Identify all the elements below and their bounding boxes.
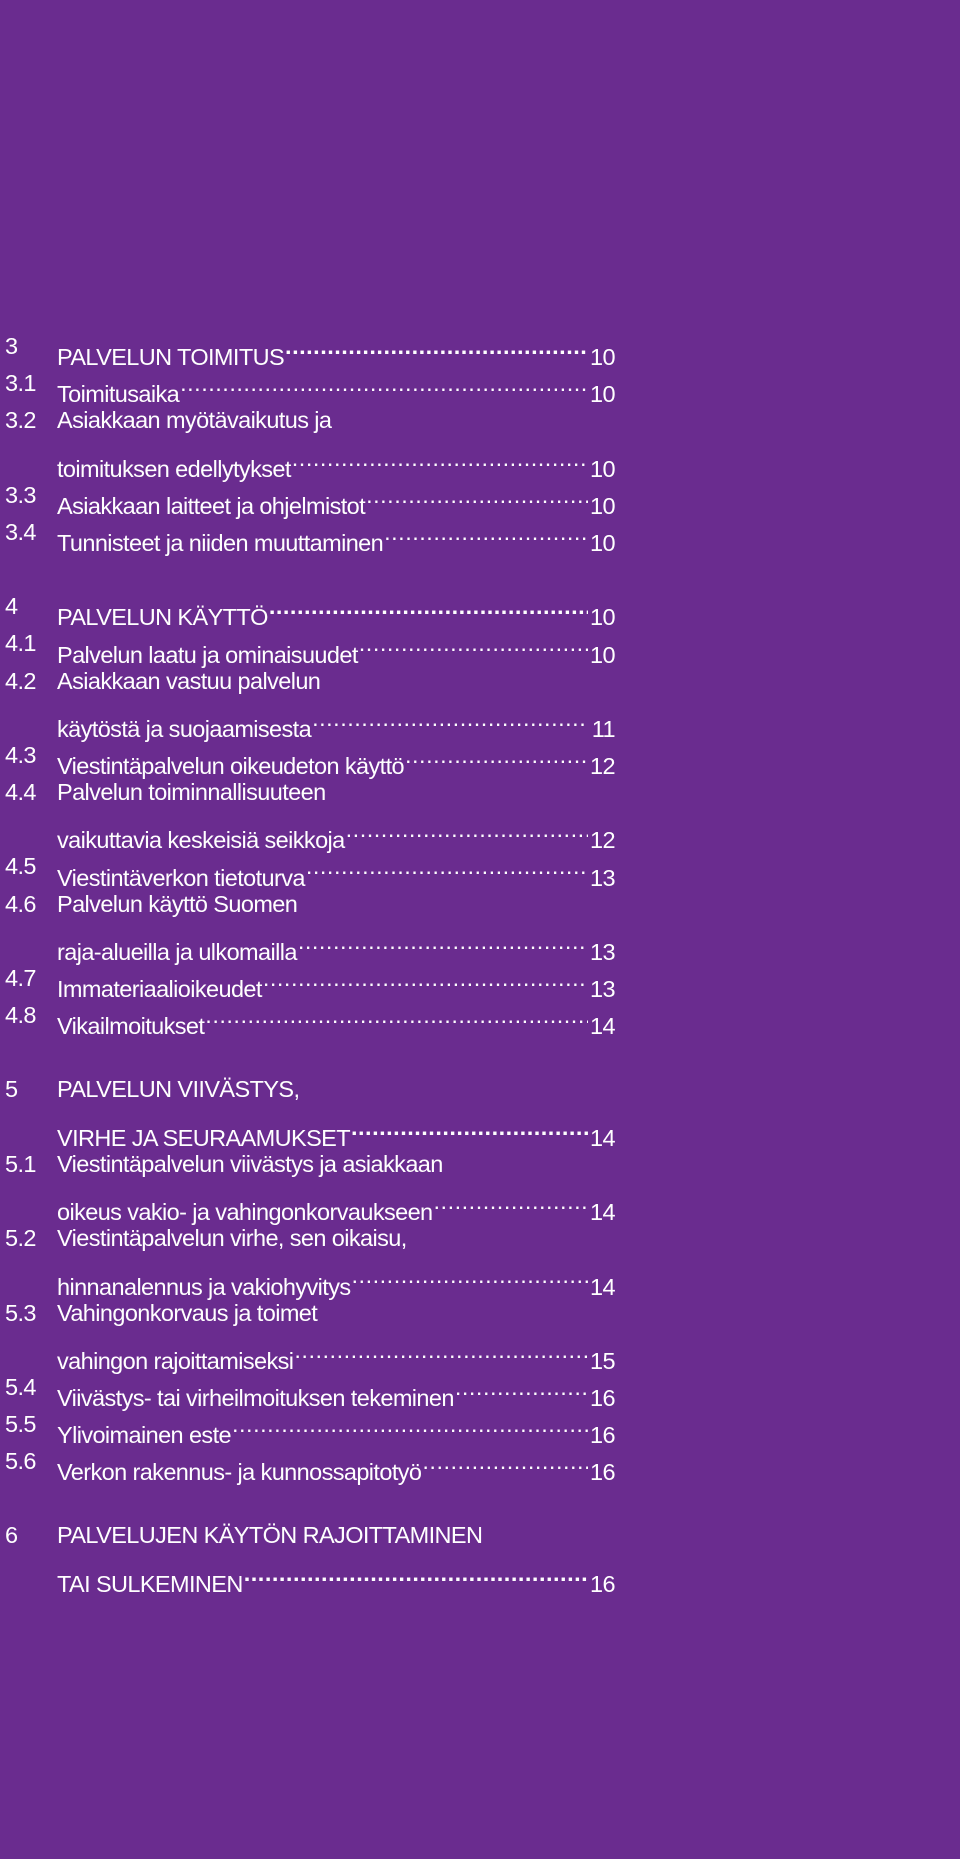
toc-entry-number: 3.1 <box>5 370 36 397</box>
toc-entry-title: PALVELUN TOIMITUS <box>57 344 285 371</box>
toc-entry-number: 3.3 <box>5 481 36 508</box>
toc-entry-line <box>5 440 615 482</box>
dot-leader <box>306 848 588 885</box>
toc-entry[interactable] <box>5 1295 615 1374</box>
toc-page-number: 13 <box>590 976 615 1003</box>
toc-entry-title: Viestintäverkon tietoturva <box>57 864 305 891</box>
toc-entry-number: 4.4 <box>5 779 36 806</box>
toc-entry[interactable] <box>5 737 615 780</box>
dot-leader <box>352 1257 588 1294</box>
toc-page-number: 12 <box>590 753 615 780</box>
toc-entry-title: hinnanalennus ja vakiohyvitys <box>57 1273 351 1300</box>
toc-entry-line <box>5 1443 615 1486</box>
dot-leader <box>366 477 588 514</box>
toc-page-number: 10 <box>590 455 615 482</box>
toc-page-number: 10 <box>590 641 615 668</box>
toc-entry[interactable] <box>5 848 615 891</box>
toc-entry-title: Viestintäpalvelun virhe, sen oikaisu, <box>57 1225 407 1252</box>
toc-entry-title: PALVELUN KÄYTTÖ <box>57 604 268 631</box>
toc-entry-line <box>5 737 615 780</box>
toc-entry-number: 4.7 <box>5 965 36 991</box>
toc-entry-title: Viivästys- tai virheilmoituksen tekeminen <box>57 1385 454 1412</box>
dot-leader <box>269 588 588 625</box>
toc-entry[interactable] <box>5 886 615 965</box>
toc-entry[interactable] <box>5 663 615 742</box>
toc-entry-number: 5.5 <box>5 1411 36 1438</box>
dot-leader <box>312 700 588 737</box>
toc-entry-title: Toimitusaika <box>57 381 180 408</box>
dot-leader <box>205 997 588 1034</box>
toc-entry-title: vahingon rajoittamiseksi <box>57 1347 294 1374</box>
dot-leader <box>351 1109 588 1146</box>
toc-entry-number: 4.8 <box>5 1002 36 1029</box>
toc-chapter-heading[interactable] <box>5 588 615 631</box>
toc-entry-line <box>5 700 615 742</box>
toc-chapter-heading[interactable] <box>5 1071 615 1151</box>
dot-leader <box>434 1183 588 1220</box>
toc-entry-title: Ylivoimainen este <box>57 1422 231 1449</box>
toc-entry[interactable] <box>5 1406 615 1449</box>
toc-entry-title: Asiakkaan laitteet ja ohjelmistot <box>57 492 366 519</box>
toc-entry-line <box>5 328 615 371</box>
toc-entry-line <box>5 1517 615 1554</box>
toc-entry-title: Palvelun toiminnallisuuteen <box>57 779 326 806</box>
toc-page-number: 11 <box>591 715 615 742</box>
toc-page-number: 13 <box>590 864 615 891</box>
toc-entry[interactable] <box>5 1220 615 1300</box>
toc-entry-title: PALVELUN VIIVÄSTYS, <box>57 1076 300 1103</box>
toc-entry-number: 4.1 <box>5 630 36 657</box>
toc-entry-title: käytöstä ja suojaamisesta <box>57 715 312 742</box>
toc-entry-title: Viestintäpalvelun viivästys ja asiakkaan <box>57 1150 443 1177</box>
toc-entry-number: 4.2 <box>5 667 36 694</box>
dot-leader <box>244 1555 588 1592</box>
toc-entry-line <box>5 774 615 811</box>
toc-entry-title: Tunnisteet ja niiden muuttaminen <box>57 530 384 557</box>
toc-page-number: 12 <box>590 827 615 854</box>
toc-entry-title: vaikuttavia keskeisiä seikkoja <box>57 827 345 854</box>
toc-entry-title: Viestintäpalvelun oikeudeton käyttö <box>57 753 404 780</box>
toc-page-number: 14 <box>590 1199 615 1226</box>
toc-section <box>5 1071 615 1486</box>
dot-leader <box>405 737 588 774</box>
toc-page-number: 14 <box>590 1273 615 1300</box>
toc-entry-line <box>5 1295 615 1332</box>
toc-entry-title: Verkon rakennus- ja kunnossapitotyö <box>57 1459 422 1486</box>
dot-leader <box>346 811 588 848</box>
toc-entry-line <box>5 1555 615 1597</box>
toc-entry-title: toimituksen edellytykset <box>57 455 291 482</box>
toc-entry-line <box>5 923 615 965</box>
toc-page-number: 13 <box>590 939 615 965</box>
toc-entry-title: oikeus vakio- ja vahingonkorvaukseen <box>57 1199 433 1226</box>
toc-chapter-heading[interactable] <box>5 1517 615 1597</box>
toc-entry-number: 4 <box>5 593 18 620</box>
dot-leader <box>285 328 588 365</box>
toc-entry-line <box>5 886 615 923</box>
dot-leader <box>384 514 588 551</box>
table-of-contents <box>5 328 615 1629</box>
toc-entry-number: 3.4 <box>5 518 36 545</box>
dot-leader <box>422 1443 588 1480</box>
toc-entry-line <box>5 663 615 700</box>
toc-entry-number: 6 <box>5 1522 18 1549</box>
toc-entry[interactable] <box>5 477 615 519</box>
toc-page-number: 10 <box>590 530 615 557</box>
toc-entry-number: 3.2 <box>5 407 36 434</box>
toc-entry-number: 5.2 <box>5 1225 36 1252</box>
toc-page-number: 10 <box>590 381 615 408</box>
toc-entry[interactable] <box>5 1443 615 1486</box>
toc-entry-number: 5.3 <box>5 1299 36 1326</box>
toc-entry-line <box>5 514 615 557</box>
dot-leader <box>455 1369 588 1406</box>
toc-section <box>5 588 615 1040</box>
toc-entry-line <box>5 1369 615 1412</box>
dot-leader <box>232 1406 588 1443</box>
toc-entry-number: 5.1 <box>5 1150 36 1177</box>
toc-entry-line <box>5 1406 615 1449</box>
toc-page-number: 14 <box>590 1013 615 1040</box>
toc-entry-line <box>5 1109 615 1151</box>
toc-page-number: 14 <box>590 1124 615 1151</box>
toc-entry-title: Immateriaalioikeudet <box>57 976 262 1003</box>
toc-chapter-heading[interactable] <box>5 328 615 371</box>
toc-entry-line <box>5 848 615 891</box>
toc-entry-line <box>5 1071 615 1108</box>
toc-entry-number: 5.6 <box>5 1448 36 1475</box>
toc-entry-line <box>5 1332 615 1374</box>
dot-leader <box>180 365 588 402</box>
toc-entry-title: Palvelun käyttö Suomen <box>57 890 298 917</box>
toc-page-number: 16 <box>590 1385 615 1412</box>
toc-entry-title: Palvelun laatu ja ominaisuudet <box>57 641 358 668</box>
toc-entry-line <box>5 1220 615 1257</box>
toc-entry-number: 4.6 <box>5 890 36 917</box>
toc-page-number: 10 <box>590 344 615 371</box>
toc-section <box>5 1517 615 1597</box>
toc-entry[interactable] <box>5 365 615 408</box>
toc-entry-title: raja-alueilla ja ulkomailla <box>57 939 297 965</box>
toc-entry-line <box>5 960 615 1003</box>
toc-page-number: 16 <box>590 1570 615 1597</box>
toc-entry-line <box>5 588 615 631</box>
dot-leader <box>263 960 588 997</box>
toc-entry[interactable] <box>5 625 615 668</box>
toc-entry-line <box>5 1257 615 1300</box>
toc-page-number: 16 <box>590 1459 615 1486</box>
toc-entry[interactable] <box>5 960 615 1003</box>
toc-entry-number: 5.4 <box>5 1373 36 1400</box>
toc-entry-title: Asiakkaan myötävaikutus ja <box>57 407 332 434</box>
toc-entry[interactable] <box>5 1146 615 1226</box>
toc-entry-title: Asiakkaan vastuu palvelun <box>57 667 321 694</box>
toc-page-number: 10 <box>590 492 615 519</box>
dot-leader <box>298 923 588 960</box>
dot-leader <box>294 1332 588 1369</box>
toc-entry-line <box>5 997 615 1040</box>
dot-leader <box>292 440 588 477</box>
toc-entry[interactable] <box>5 514 615 557</box>
toc-page-number: 16 <box>590 1422 615 1449</box>
toc-entry-line <box>5 811 615 854</box>
toc-entry-number: 5 <box>5 1076 18 1103</box>
toc-entry-number: 3 <box>5 333 18 359</box>
toc-page-number: 10 <box>590 604 615 631</box>
dot-leader <box>359 625 588 662</box>
toc-entry-number: 4.5 <box>5 853 36 880</box>
toc-entry-line <box>5 477 615 519</box>
toc-entry-title: TAI SULKEMINEN <box>57 1570 243 1597</box>
toc-entry[interactable] <box>5 402 615 482</box>
toc-entry[interactable] <box>5 774 615 854</box>
toc-entry-title: PALVELUJEN KÄYTÖN RAJOITTAMINEN <box>57 1522 483 1549</box>
toc-entry-line <box>5 1146 615 1183</box>
toc-entry-number: 4.3 <box>5 741 36 768</box>
toc-entry[interactable] <box>5 1369 615 1412</box>
toc-entry-line <box>5 402 615 439</box>
toc-section <box>5 328 615 557</box>
toc-entry-title: Vikailmoitukset <box>57 1013 205 1040</box>
toc-entry-title: Vahingonkorvaus ja toimet <box>57 1299 318 1326</box>
toc-entry-line <box>5 365 615 408</box>
toc-page-number: 15 <box>590 1347 615 1374</box>
toc-entry-title: VIRHE JA SEURAAMUKSET <box>57 1124 350 1151</box>
toc-entry-line <box>5 1183 615 1226</box>
toc-entry-line <box>5 625 615 668</box>
toc-entry[interactable] <box>5 997 615 1040</box>
